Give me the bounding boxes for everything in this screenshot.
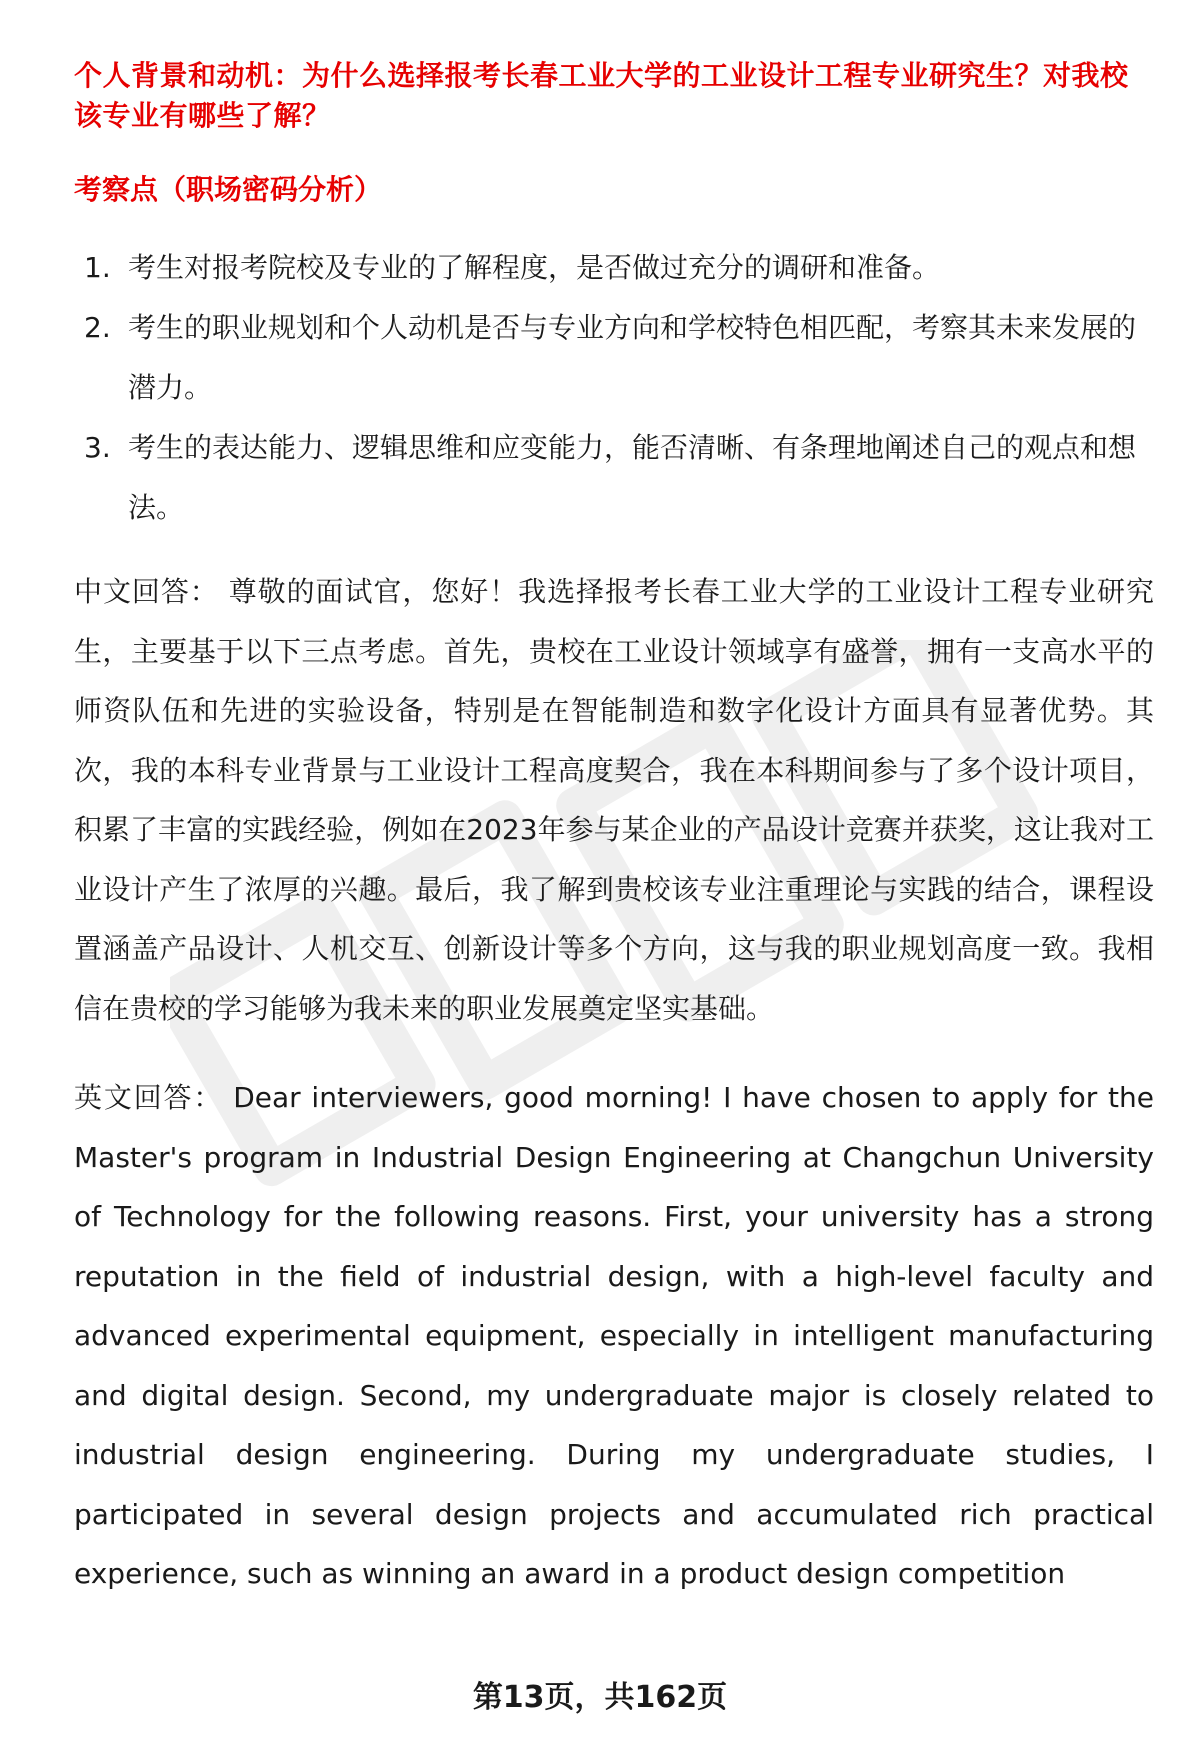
- chinese-answer-label: 中文回答：: [74, 575, 219, 608]
- chinese-answer: [74, 562, 1154, 1038]
- chinese-answer-text: 尊敬的面试官，您好！我选择报考长春工业大学的工业设计工程专业研究生，主要基于以下三点考虑。首先，贵校在工业设计领域享有盛誉，拥有一支高水平的师资队伍和先进的实验设备，特别是在智能制造和数字化设计方面具有显著优势。其次，我的本科专业背景与工业设计工程高度契合，我在本科期间参与了多个设计项目，积累了丰富的实践经验，例如在2023年参与某企业的产品设计竞赛并获奖，这让我对工业设计产生了浓厚的兴趣。最后，我了解到贵校该专业注重理论与实践的结合，课程设置涵盖产品设计、人机交互、创新设计等多个方向，这与我的职业规划高度一致。我相信在贵校的学习能够为我未来的职业发展奠定坚实基础。: [74, 575, 1154, 1025]
- assessment-points-list: [74, 238, 1154, 538]
- list-item: [74, 418, 1154, 538]
- list-number: 1.: [84, 251, 111, 284]
- question-title: 个人背景和动机：为什么选择报考长春工业大学的工业设计工程专业研究生？对我校该专业有哪些了解？: [74, 59, 1129, 132]
- list-number: 2.: [84, 311, 111, 344]
- english-answer-label: 英文回答：: [74, 1081, 224, 1114]
- english-answer-text: Dear interviewers, good morning! I have chosen to apply for the Master's program in Industrial Design Engineering at Changchun University of Technology for the following reasons. First, your university has a strong reputation in the field of industrial design, with a high-level faculty and advanced experimental equipment, especially in intelligent manufacturing and digital design. Second, my undergraduate major is closely related to industrial design engineering. During my undergraduate studies, I participated in several design projects and accumulated rich practical experience, such as winning an award in a product design competition: [74, 1081, 1154, 1590]
- assessment-heading: 考察点（职场密码分析）: [74, 173, 383, 206]
- english-answer: [74, 1068, 1154, 1604]
- list-number: 3.: [84, 431, 111, 464]
- list-item-text: 考生的职业规划和个人动机是否与专业方向和学校特色相匹配，考察其未来发展的潜力。: [128, 311, 1137, 404]
- list-item-text: 考生的表达能力、逻辑思维和应变能力，能否清晰、有条理地阐述自己的观点和想法。: [128, 431, 1137, 524]
- list-item: [74, 298, 1154, 418]
- list-item: [74, 238, 1154, 298]
- page-number-footer: 第13页，共162页: [472, 1680, 728, 1715]
- document-body: [74, 56, 1154, 1604]
- list-item-text: 考生对报考院校及专业的了解程度，是否做过充分的调研和准备。: [128, 251, 941, 284]
